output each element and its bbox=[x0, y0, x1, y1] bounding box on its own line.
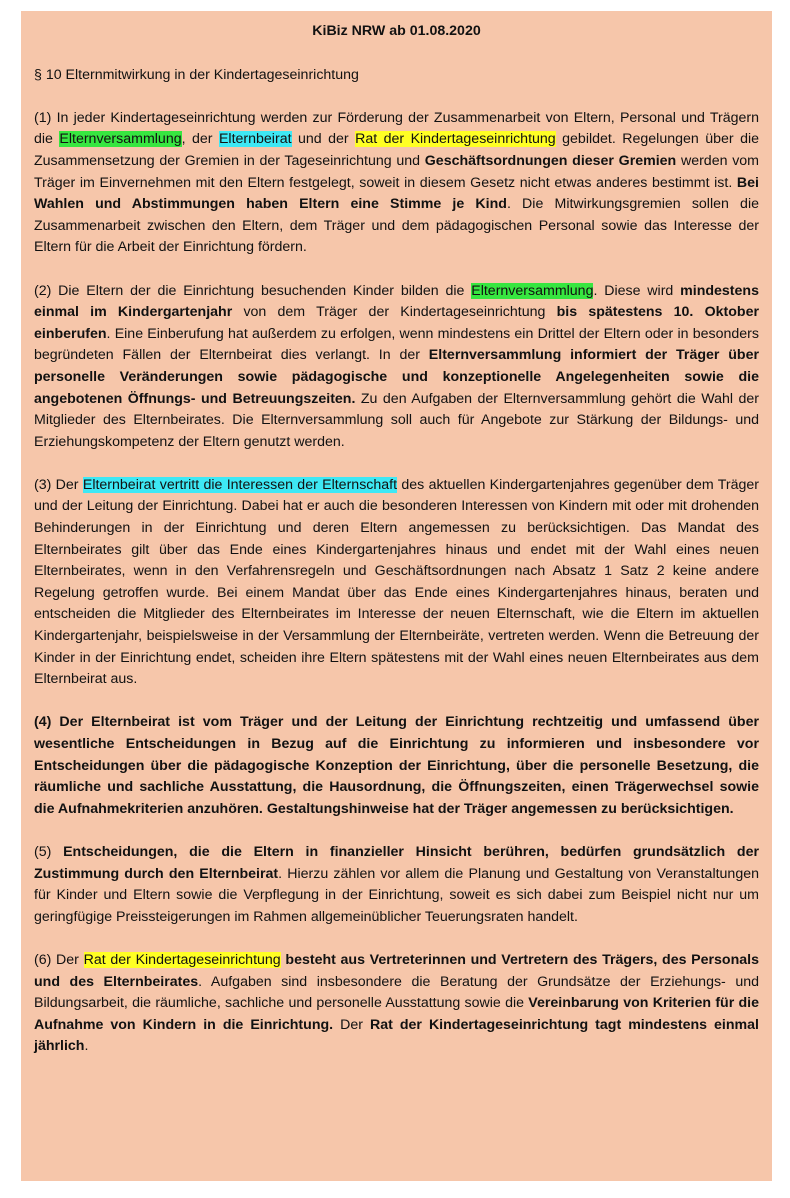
p1-text: gebildet. Regelungen über die Zusammensetzung der Gremien in der Tageseinrichtung und bbox=[34, 131, 760, 169]
p6-text: . Aufgaben sind insbesondere die Beratung der Grundsätze der Erziehungs- und Bildungsarbeit, die räumliche, sachliche und personelle Ausstattung sowie die bbox=[34, 973, 760, 1012]
p3-text: des aktuellen Kindergartenjahres gegenüber dem Träger und der Leitung der Einrichtung. Dabei hat er auch die besonderen Interessen von Kindern mit oder mit drohenden Behinderungen in der Einrichtung und deren Eltern angemessen zu berücksichtigen. Das Mandat des Elternbeirates gilt über das Ende eines Kindergartenjahres hinaus und endet mit der Wahl eines neuen Elternbeirates, wenn in den Verfahrensregeln und Geschäftsordnungen nach Absatz 1 Satz 2 keine andere Regelung getroffen wurde. Bei einem Mandat über das Ende eines Kindergartenjahres hinaus, beraten und entscheiden die Mitglieder des Elternbeirates im Interesse der neuen Elternschaft, wie die Eltern im aktuellen Kindergartenjahr, beispielsweise in der Versammlung der Elternbeiräte, vertreten werden. Wenn die Betreuung der Kinder in der Einrichtung endet, scheiden ihre Eltern spätestens mit der Wahl eines neuen Elternbeirates aus dem Elternbeirat aus. bbox=[34, 476, 759, 688]
p6-bold: Rat der Kindertageseinrichtung tagt mindestens einmal jährlich bbox=[34, 1016, 759, 1055]
p6-text: Der bbox=[333, 1016, 370, 1033]
paragraph-3 bbox=[34, 475, 759, 691]
paragraph-4 bbox=[34, 712, 759, 820]
p1-text: , der bbox=[181, 131, 219, 148]
p1-text: . Die Mitwirkungsgremien sollen die Zusammenarbeit zwischen den Eltern, dem Träger und dem pädagogischen Personal sowie das Interesse der Eltern für die Arbeit der Einrichtung fördern. bbox=[34, 196, 759, 256]
paragraph-5 bbox=[34, 842, 759, 928]
p3-text: (3) Der bbox=[34, 476, 83, 493]
p2-text: Zu den Aufgaben der Elternversammlung gehört die Wahl der Mitglieder des Elternbeirates. Die Elternversammlung soll auch für Angebote zur Stärkung der Bildungs- und Erziehungskompetenz der Eltern genutzt werden. bbox=[34, 390, 759, 450]
p6-bold: besteht aus Vertreterinnen und Vertretern des Trägers, des Personals und des Elternbeirates bbox=[34, 951, 759, 990]
section-heading: § 10 Elternmitwirkung in der Kindertageseinrichtung bbox=[34, 66, 359, 83]
highlight-elternbeirat-interessen: Elternbeirat vertritt die Interessen der Elternschaft bbox=[82, 476, 398, 493]
p2-bold: Elternversammlung informiert der Träger über personelle Veränderungen sowie pädagogische und konzeptionelle Angelegenheiten sowie die angebotenen Öffnungs- und Betreuungszeiten. bbox=[34, 347, 759, 407]
p5-text: . Hierzu zählen vor allem die Planung und Gestaltung von Veranstaltungen für Kinder und Eltern sowie die Verpflegung in der Einrichtung, soweit es sich dabei zum Beispiel nicht nur um geringfügige Preissteigerungen im Rahmen allgemeinüblicher Teuerungsraten handelt. bbox=[34, 865, 759, 925]
paragraph-2 bbox=[34, 281, 759, 454]
p1-text: (1) In jeder Kindertageseinrichtung werden zur Förderung der Zusammenarbeit von Eltern, Personal und Trägern die bbox=[34, 109, 759, 148]
p6-bold: Vereinbarung von Kriterien für die Aufnahme von Kindern in die Einrichtung. bbox=[34, 995, 759, 1033]
p2-bold: mindestens einmal im Kindergartenjahr bbox=[34, 282, 759, 321]
p5-bold: Entscheidungen, die die Eltern in finanzieller Hinsicht berühren, bedürfen grundsätzlich der Zustimmung durch den Elternbeirat bbox=[34, 843, 760, 882]
highlight-rat: Rat der Kindertageseinrichtung bbox=[83, 951, 281, 968]
paragraph-6 bbox=[34, 950, 759, 1058]
p2-text: von dem Träger der Kindertageseinrichtung bbox=[232, 304, 557, 321]
highlight-elternbeirat: Elternbeirat bbox=[218, 131, 292, 148]
document-title: KiBiz NRW ab 01.08.2020 bbox=[312, 23, 481, 39]
paragraph-1 bbox=[34, 108, 759, 259]
p2-text: . Diese wird bbox=[593, 282, 681, 299]
p6-text: . bbox=[84, 1038, 89, 1055]
p1-text: werden vom Träger im Einvernehmen mit den Eltern festgelegt, soweit in diesem Gesetz nicht etwas anderes bestimmt ist. bbox=[34, 152, 759, 191]
p1-text: und der bbox=[291, 131, 356, 148]
p2-bold: bis spätestens 10. Oktober einberufen bbox=[34, 304, 759, 342]
p4-bold: (4) Der Elternbeirat ist vom Träger und der Leitung der Einrichtung rechtzeitig und umfassend über wesentliche Entscheidungen in Bezug auf die Einrichtung zu informieren und insbesondere vor Entscheidungen über die pädagogische Konzeption der Einrichtung, über die personelle Besetzung, die räumliche und sachliche Ausstattung, die Hausordnung, die Öffnungszeiten, einen Trägerwechsel sowie die Aufnahmekriterien anzuhören. Gestaltungshinweise hat der Träger angemessen zu berücksichtigen. bbox=[34, 714, 759, 817]
highlight-elternversammlung: Elternversammlung bbox=[59, 131, 182, 148]
p6-text: (6) Der bbox=[34, 951, 84, 968]
p2-text: . Eine Einberufung hat außerdem zu erfolgen, wenn mindestens ein Drittel der Eltern oder in besonders begründeten Fällen der Elternbeirat dies verlangt. In der bbox=[34, 325, 759, 364]
document-page bbox=[21, 11, 772, 1181]
p1-bold: Geschäftsordnungen dieser Gremien bbox=[424, 152, 677, 169]
highlight-rat: Rat der Kindertageseinrichtung bbox=[355, 131, 556, 148]
p1-bold: Bei Wahlen und Abstimmungen haben Eltern eine Stimme je Kind bbox=[34, 174, 759, 213]
highlight-elternversammlung: Elternversammlung bbox=[471, 282, 594, 299]
p2-text: (2) Die Eltern der die Einrichtung besuchenden Kinder bilden die bbox=[34, 282, 472, 299]
p5-text: (5) bbox=[34, 843, 64, 860]
